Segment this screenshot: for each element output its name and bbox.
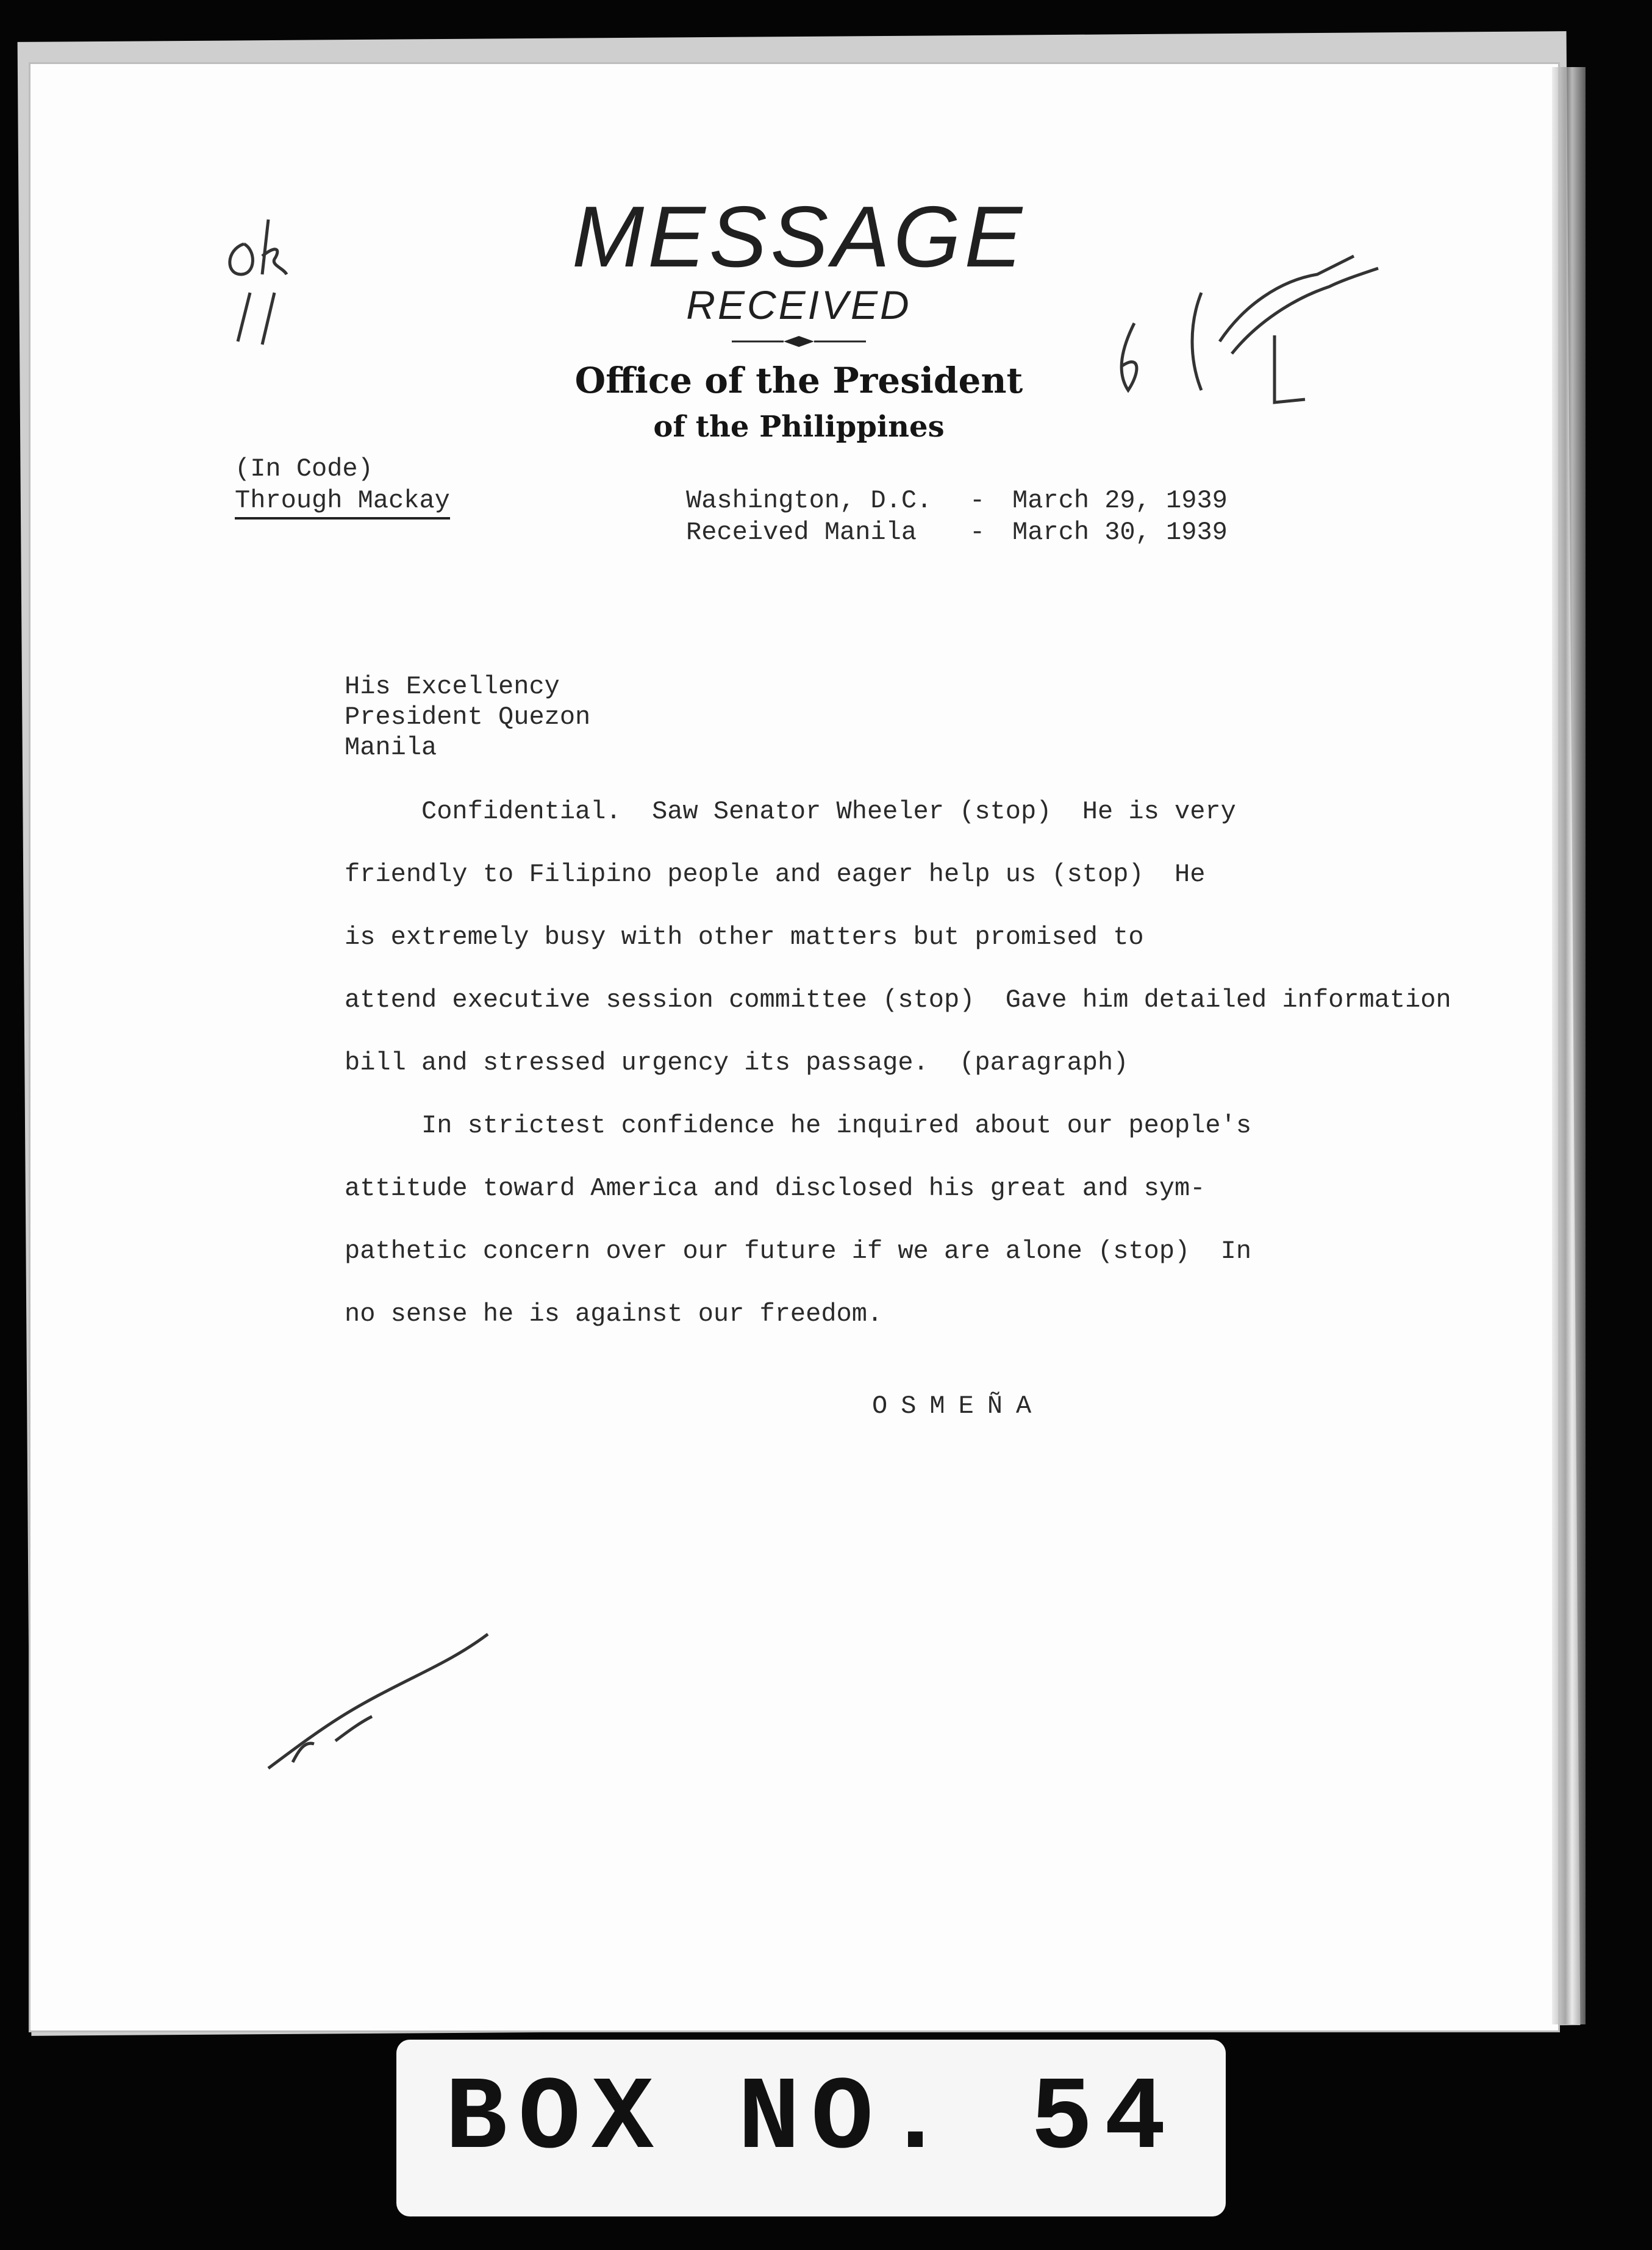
received-place: Received Manila: [686, 518, 917, 547]
handwritten-ok-mark: [220, 207, 311, 348]
archive-box-number: BOX NO. 54: [445, 2061, 1178, 2179]
letterhead-ornament-icon: [732, 334, 866, 349]
origin-date: March 29, 1939: [1012, 486, 1228, 515]
transmission-mode: (In Code): [235, 454, 373, 484]
origin-dash: -: [970, 486, 985, 515]
sender-signature: OSMEÑA: [872, 1391, 1045, 1421]
handwritten-distribution-note: [1098, 232, 1415, 427]
body-line: friendly to Filipino people and eager help us (stop) He: [345, 860, 1206, 889]
body-line: In strictest confidence he inquired about our people's: [345, 1111, 1252, 1140]
stacked-page-edges: [1552, 67, 1586, 2024]
office-country: of the Philippines: [653, 410, 945, 444]
body-line: is extremely busy with other matters but promised to: [345, 923, 1144, 952]
handwritten-marginal-note: [256, 1610, 512, 1793]
letterhead-title: MESSAGE: [571, 188, 1026, 285]
received-dash: -: [970, 518, 985, 547]
addressee-title: His Excellency: [345, 672, 560, 701]
addressee-city: Manila: [345, 733, 437, 762]
origin-place: Washington, D.C.: [686, 486, 932, 515]
office-name: Office of the President: [574, 360, 1023, 401]
addressee-name: President Quezon: [345, 702, 591, 732]
body-line: attend executive session committee (stop) Gave him detailed information: [345, 985, 1451, 1015]
received-date: March 30, 1939: [1012, 518, 1228, 547]
body-line: no sense he is against our freedom.: [345, 1299, 883, 1329]
letterhead-subtitle: RECEIVED: [686, 282, 912, 327]
body-line: pathetic concern over our future if we are alone (stop) In: [345, 1237, 1252, 1266]
body-line: attitude toward America and disclosed his great and sym-: [345, 1174, 1206, 1203]
body-line: bill and stressed urgency its passage. (paragraph): [345, 1048, 1129, 1077]
body-line: Confidential. Saw Senator Wheeler (stop) He is very: [345, 797, 1236, 826]
transmission-carrier: Through Mackay: [235, 488, 450, 520]
